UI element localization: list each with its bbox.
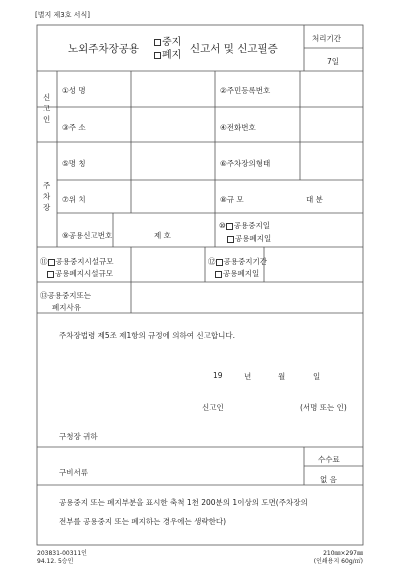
footer-right-1: 210㎜×297㎜ xyxy=(323,550,363,557)
checkbox-period-abolish[interactable] xyxy=(215,271,222,278)
statement: 주차장법령 제5조 제1항의 규정에 의하여 신고합니다. xyxy=(59,331,235,340)
checkbox-suspend-date[interactable] xyxy=(226,223,233,230)
title-left: 노외주차장공용 xyxy=(68,43,140,55)
parking-regno-label: ⑨공용신고번호 xyxy=(62,231,113,240)
checkbox-facility-abolish[interactable] xyxy=(47,271,54,278)
reason-label-line1: ⑬공용중지또는 xyxy=(40,291,91,300)
address-label: ③주 소 xyxy=(62,123,86,132)
signer-sign: (서명 또는 인) xyxy=(300,403,347,412)
section-parking: 주차장 xyxy=(43,181,51,212)
parking-name-label: ⑤명 칭 xyxy=(62,159,86,168)
parking-regno-value: 제 호 xyxy=(154,231,171,240)
checkbox-suspend[interactable] xyxy=(154,39,161,46)
date-day-unit: 일 xyxy=(313,372,321,381)
regno-label: ②주민등록번호 xyxy=(220,86,271,95)
facility-option-suspend[interactable]: ⑪ 공용중지시설규모 xyxy=(40,257,114,266)
footer-left-2: 94.12. 5승인 xyxy=(37,558,74,565)
title-right: 신고서 및 신고필증 xyxy=(190,43,278,55)
location-label: ⑦위 치 xyxy=(62,195,86,204)
date-option-suspend[interactable]: ⑩ 공용중지일 xyxy=(219,221,270,230)
checkbox-period-suspend[interactable] xyxy=(216,259,223,266)
checkbox-abolish-date[interactable] xyxy=(227,236,234,243)
fee-label: 수수료 xyxy=(318,455,340,464)
phone-label: ④전화번호 xyxy=(220,123,256,132)
documents-desc-line1: 공용중지 또는 폐지부분을 표시한 축척 1천 200분의 1이상의 도면(주차장의 xyxy=(59,498,308,507)
date-option-abolish[interactable]: 공용폐지일 xyxy=(227,233,271,244)
signer-label: 신고인 xyxy=(202,403,224,412)
checkbox-abolish[interactable] xyxy=(154,52,161,59)
documents-desc-line2: 전부를 공용중지 또는 폐지하는 경우에는 생략한다) xyxy=(59,517,226,526)
date-year: 19 xyxy=(213,371,223,380)
footer-left-1: 203831-00311인 xyxy=(37,550,87,557)
period-option-suspend[interactable]: ⑫ 공용중지기간 xyxy=(208,257,267,266)
processing-label: 처리기간 xyxy=(312,34,341,43)
date-year-unit: 년 xyxy=(244,372,252,381)
processing-value: 7일 xyxy=(327,57,340,66)
title-option-abolish[interactable]: 폐지 xyxy=(154,46,181,61)
date-month-unit: 월 xyxy=(278,372,286,381)
section-applicant: 신고인 xyxy=(43,93,51,124)
form-tag: [별지 제3호 서식] xyxy=(35,11,90,19)
scale-unit: 대 분 xyxy=(306,195,323,204)
period-option-abolish[interactable]: 공용폐지일 xyxy=(215,268,259,279)
name-label: ①성 명 xyxy=(62,86,86,95)
checkbox-facility-suspend[interactable] xyxy=(48,259,55,266)
parking-type-label: ⑥주차장의형태 xyxy=(220,159,271,168)
footer-right-2: (인쇄용지 60g/㎡) xyxy=(313,558,363,565)
scale-label: ⑧규 모 xyxy=(220,195,244,204)
facility-option-abolish[interactable]: 공용폐지시설규모 xyxy=(47,268,113,279)
documents-label: 구비서류 xyxy=(59,468,88,477)
title-option-suspend[interactable]: 중지 xyxy=(154,33,181,48)
reason-label-line2: 폐지사유 xyxy=(52,303,81,312)
fee-value: 없 음 xyxy=(320,475,337,484)
recipient: 구청장 귀하 xyxy=(59,432,98,441)
